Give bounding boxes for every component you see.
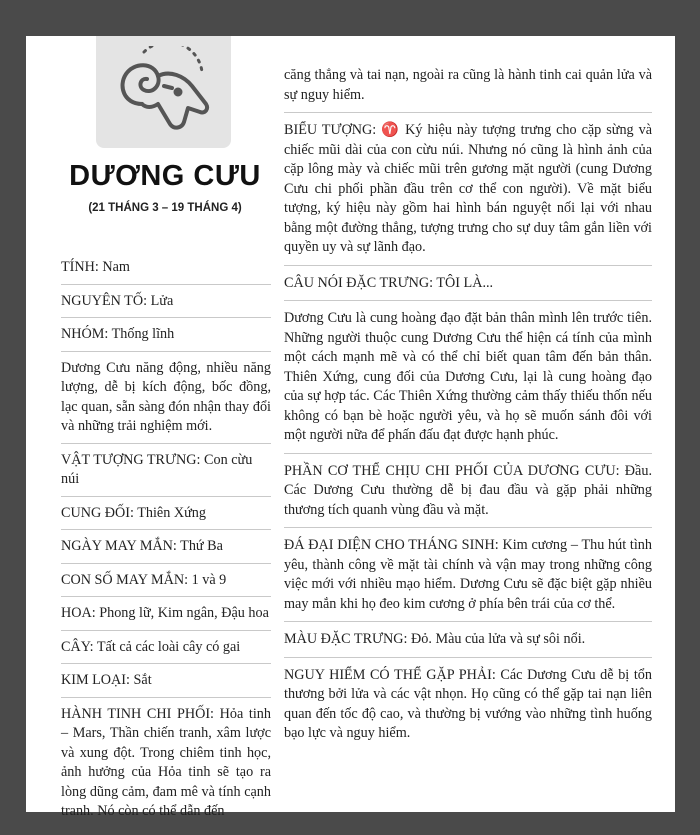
birthstone-paragraph: ĐÁ ĐẠI DIỆN CHO THÁNG SINH: Kim cương – Thu hút tình yêu, thành công về mặt tài chính và vận may trong những công việc mới với nhiều mạo hiểm. Dương Cưu sẽ đặc biệt gặp nhiều may mắn khi họ đeo kim cương ở phía bên trái của cơ thể. (284, 536, 652, 622)
fact-description: Dương Cưu năng động, nhiều năng lượng, dễ bị kích động, bốc đồng, lạc quan, sẵn sàng đón nhận thay đổi và những trải nghiệm mới. (61, 359, 271, 444)
ruling-planet-continued: căng thẳng và tai nạn, ngoài ra cũng là hành tinh cai quản lửa và sự nguy hiểm. (284, 66, 652, 113)
fact-plants: CÂY: Tất cả các loài cây có gai (61, 638, 271, 665)
fact-group: NHÓM: Thống lĩnh (61, 325, 271, 352)
fact-lucky-day: NGÀY MAY MẮN: Thứ Ba (61, 537, 271, 564)
fact-flowers: HOA: Phong lữ, Kim ngân, Đậu hoa (61, 604, 271, 631)
fact-lucky-numbers: CON SỐ MAY MẮN: 1 và 9 (61, 571, 271, 598)
right-column (284, 66, 652, 759)
facts-list (61, 258, 271, 835)
left-column (26, 36, 276, 819)
book-page (26, 36, 675, 819)
sign-dates: (21 THÁNG 3 – 19 THÁNG 4) (88, 202, 242, 214)
fact-element: NGUYÊN TỐ: Lửa (61, 292, 271, 319)
zodiac-icon-box (96, 36, 231, 148)
fact-metal: KIM LOẠI: Sắt (61, 671, 271, 698)
dangers-paragraph: NGUY HIỂM CÓ THỂ GẶP PHẢI: Các Dương Cưu dễ bị tổn thương bởi lửa và các vật nhọn. Họ cũng có thể gặp tai nạn liên quan đến tốc độ cao, và thường bị vướng vào những tình huống bạo lực và nguy hiểm. (284, 666, 652, 741)
symbol-paragraph: BIỂU TƯỢNG: ♈ Ký hiệu này tượng trưng cho cặp sừng và chiếc mũi dài của con cừu núi. Nhưng nó cũng là hình ảnh của cặp lông mày và chiếc mũi trên gương mặt người (cung Dương Cưu chi phối phần đầu trên cơ thể con người). Về mặt biểu tượng, ký hiệu này gồm hai hình bán nguyệt nối lại với nhau bằng một đường thẳng, tượng trưng cho sự duy tâm gắn liền với quyền uy và sự lãnh đạo. (284, 121, 652, 266)
fact-ruling-planet: HÀNH TINH CHI PHỐI: Hỏa tinh – Mars, Thần chiến tranh, xâm lược và xung đột. Trong chiêm tinh học, ảnh hưởng của Hỏa tinh sẽ tạo ra lòng dũng cảm, đam mê và tính cạnh tranh. Nó còn có thể dẫn đến (61, 705, 271, 819)
sign-title: DƯƠNG CƯU (69, 160, 261, 192)
ram-head-icon (114, 46, 214, 138)
fact-symbol-object: VẬT TƯỢNG TRƯNG: Con cừu núi (61, 451, 271, 497)
personality-paragraph: Dương Cưu là cung hoàng đạo đặt bản thân mình lên trước tiên. Những người thuộc cung Dương Cưu thể hiện cá tính của mình một cách mạnh mẽ và có thể chỉ biết quan tâm đến bản thân. Thiên Xứng, cung đối của Dương Cưu, lại là cung hoàng đạo của sự hợp tác. Các Thiên Xứng thường cảm thấy thiếu thốn nếu không có bạn bè hoặc người yêu, và họ sẽ muốn sánh đôi với một người nữa để phấn đấu đạt được hạnh phúc. (284, 309, 652, 454)
motto-heading: CÂU NÓI ĐẶC TRƯNG: TÔI LÀ... (284, 274, 652, 302)
body-part-paragraph: PHẦN CƠ THỂ CHỊU CHI PHỐI CỦA DƯƠNG CƯU: Đầu. Các Dương Cưu thường dễ bị đau đầu và gặp phải những thương tích quanh vùng đầu và mặt. (284, 462, 652, 529)
color-paragraph: MÀU ĐẶC TRƯNG: Đỏ. Màu của lửa và sự sôi nổi. (284, 630, 652, 658)
fact-opposite-sign: CUNG ĐỐI: Thiên Xứng (61, 504, 271, 531)
fact-gender: TÍNH: Nam (61, 258, 271, 285)
